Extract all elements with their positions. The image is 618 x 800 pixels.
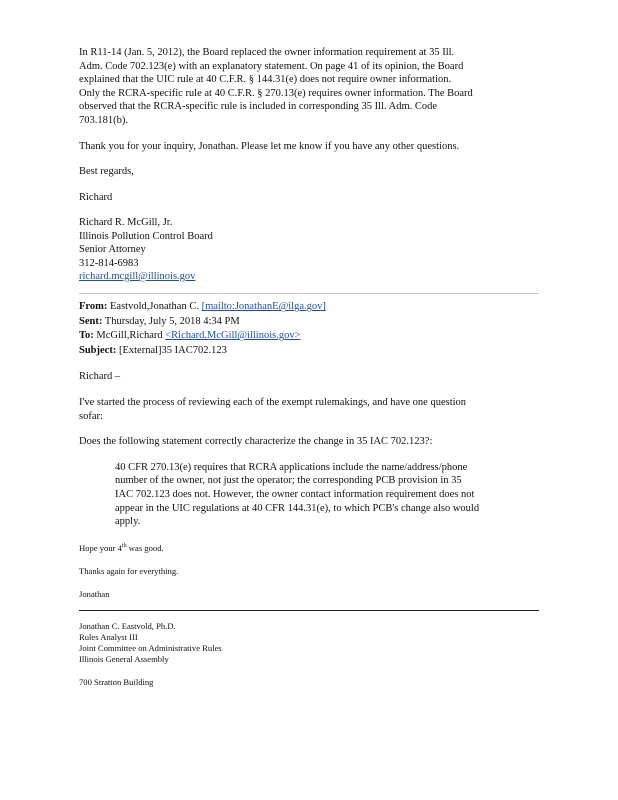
signature-building: 700 Stratton Building bbox=[79, 676, 154, 687]
original-sign: Jonathan bbox=[79, 588, 110, 599]
text-line: sofar: bbox=[79, 410, 103, 422]
thanks-line: Thanks again for everything. bbox=[79, 565, 179, 576]
reply-paragraph-2: Thank you for your inquiry, Jonathan. Please let me know if you have any other questions. bbox=[79, 140, 460, 152]
to-row bbox=[79, 329, 539, 344]
original-greeting: Richard – bbox=[79, 371, 121, 383]
from-mailto-link[interactable]: [mailto:JonathanE@ilga.gov] bbox=[201, 301, 326, 313]
from-name: Eastvold,Jonathan C. bbox=[110, 301, 199, 313]
text-line: In R11-14 (Jan. 5, 2012), the Board replaced the owner information requirement at 35 Ill. bbox=[79, 47, 455, 58]
text-line: I've started the process of reviewing each of the exempt rulemakings, and have one question bbox=[79, 396, 467, 408]
original-paragraph-2: Does the following statement correctly characterize the change in 35 IAC 702.123?: bbox=[79, 436, 433, 448]
signature-title: Rules Analyst III bbox=[79, 631, 138, 642]
signature-name: Jonathan C. Eastvold, Ph.D. bbox=[79, 620, 176, 631]
header-divider bbox=[79, 293, 539, 294]
sent-value: Thursday, July 5, 2018 4:34 PM bbox=[104, 315, 240, 327]
text-line: Adm. Code 702.123(e) with an explanatory statement. On page 41 of its opinion, the Board bbox=[79, 60, 464, 72]
text-line: Only the RCRA-specific rule at 40 C.F.R. § 270.13(e) requires owner information. The Board bbox=[79, 87, 473, 99]
signature-phone: 312-814-6983 bbox=[79, 257, 139, 269]
signature-email-link[interactable]: richard.mcgill@illinois.gov bbox=[79, 270, 196, 282]
text-line: observed that the RCRA-specific rule is included in corresponding 35 Ill. Adm. Code bbox=[79, 101, 438, 113]
reply-first-name: Richard bbox=[79, 191, 113, 203]
subject-value: [External]35 IAC702.123 bbox=[118, 344, 227, 356]
signature-divider bbox=[79, 610, 539, 611]
hope-superscript: th bbox=[121, 542, 127, 549]
text-line: IAC 702.123 does not. However, the owner contact information requirement does not bbox=[115, 488, 475, 500]
text-line: 703.181(b). bbox=[79, 114, 128, 126]
reply-paragraph-1 bbox=[79, 46, 539, 128]
text-line: explained that the UIC rule at 40 C.F.R. § 144.31(e) does not require owner information. bbox=[79, 74, 452, 86]
text-line: appear in the UIC regulations at 40 CFR 144.31(e), to which PCB's change also would bbox=[115, 502, 480, 514]
quoted-statement bbox=[115, 461, 531, 529]
signature-committee: Joint Committee on Administrative Rules bbox=[79, 642, 222, 653]
signature-org: Illinois Pollution Control Board bbox=[79, 230, 213, 242]
original-signature bbox=[79, 621, 539, 688]
email-document bbox=[79, 46, 539, 688]
text-line: apply. bbox=[115, 516, 141, 528]
hope-line bbox=[79, 541, 539, 554]
original-paragraph-1 bbox=[79, 396, 539, 423]
to-label: To: bbox=[79, 330, 94, 342]
text-line: 40 CFR 270.13(e) requires that RCRA applications include the name/address/phone bbox=[115, 461, 468, 473]
subject-label: Subject: bbox=[79, 344, 117, 356]
hope-text: Hope your 4 bbox=[79, 542, 122, 553]
signature-name: Richard R. McGill, Jr. bbox=[79, 217, 173, 229]
to-email-link[interactable]: <Richard.McGill@illinois.gov> bbox=[165, 330, 301, 342]
reply-signature bbox=[79, 216, 539, 283]
from-label: From: bbox=[79, 301, 108, 313]
closing: Best regards, bbox=[79, 166, 134, 178]
to-name: McGill,Richard bbox=[96, 330, 163, 342]
signature-title: Senior Attorney bbox=[79, 244, 146, 256]
text-line: number of the owner, not just the operator; the corresponding PCB provision in 35 bbox=[115, 475, 462, 487]
signature-assembly: Illinois General Assembly bbox=[79, 653, 169, 664]
hope-text-end: was good. bbox=[128, 542, 164, 553]
message-header bbox=[79, 300, 539, 358]
sent-label: Sent: bbox=[79, 315, 103, 327]
subject-row bbox=[79, 344, 539, 359]
sent-row bbox=[79, 315, 539, 330]
from-row bbox=[79, 300, 539, 315]
